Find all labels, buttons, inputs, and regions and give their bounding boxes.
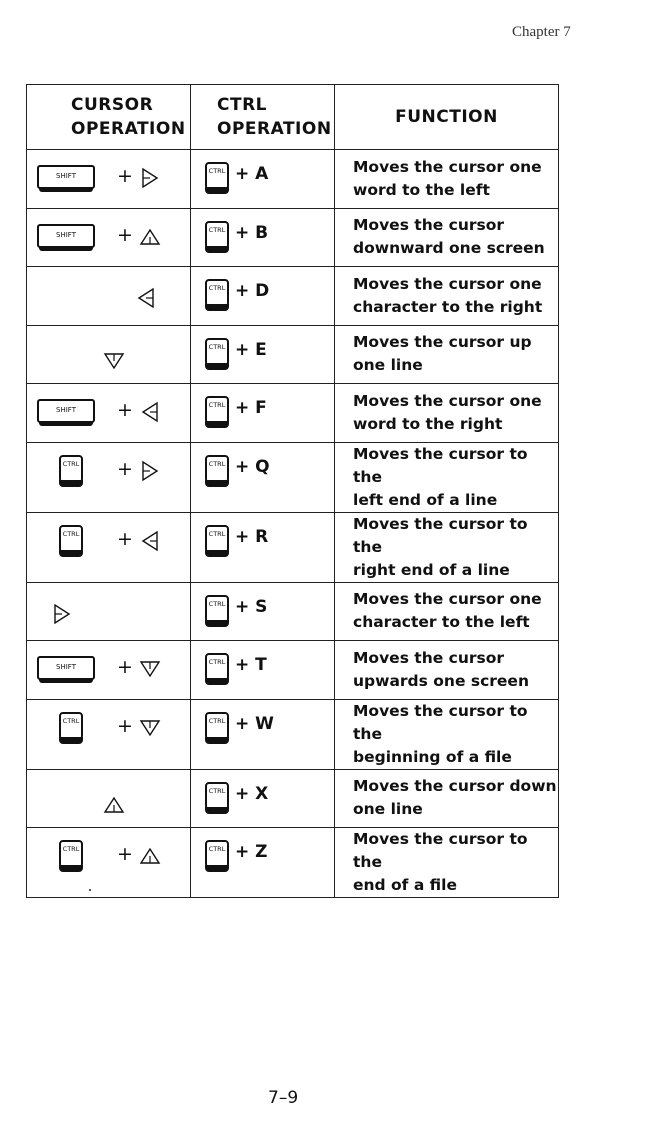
table-row: [27, 582, 559, 641]
plus-sign: +: [117, 399, 133, 421]
ctrl-key-label: CTRL: [208, 284, 226, 292]
cursor-operation-cell: [27, 582, 191, 641]
ctrl-operation-cell: [191, 325, 335, 384]
plus-sign: +: [117, 223, 133, 246]
function-text-line: end of a file: [353, 876, 457, 894]
ctrl-combo-text: + R: [235, 526, 269, 547]
header-ctrl-operation: [191, 85, 335, 150]
ctrl-operation-cell: [191, 582, 335, 641]
function-text-line: Moves the cursor up: [353, 333, 532, 352]
table-header-row: [27, 85, 559, 150]
ctrl-combo-text: + Q: [235, 456, 270, 477]
ctrl-combo-text: + S: [235, 596, 268, 617]
ctrl-key-label: CTRL: [208, 459, 226, 468]
function-text-line: word to the right: [353, 414, 503, 433]
ctrl-key-icon: [205, 840, 229, 868]
function-cell: [335, 699, 559, 769]
function-text-line: Moves the cursor one: [353, 391, 542, 410]
shift-key-label: SHIFT: [56, 663, 76, 671]
shift-key-icon: [37, 399, 95, 423]
header-ctrl-line-2: OPERATION: [217, 119, 332, 139]
cursor-operation-cell: [27, 384, 191, 443]
function-text-line: Moves the cursor to the: [353, 701, 528, 743]
function-text-line: beginning of a file: [353, 747, 512, 766]
table-row: [27, 267, 559, 326]
table-row: [27, 512, 559, 582]
header-cursor-operation: [27, 85, 191, 150]
cursor-operation-cell: [27, 699, 191, 769]
arrow-up-key-icon: [139, 845, 161, 867]
cursor-operation-cell: [27, 325, 191, 384]
ctrl-combo-text: + W: [235, 713, 274, 734]
ctrl-key-label: CTRL: [62, 529, 80, 538]
ctrl-key-icon: [205, 653, 229, 681]
function-cell: [335, 150, 559, 209]
ctrl-key-icon: [205, 221, 229, 249]
ctrl-combo-text: + A: [235, 164, 269, 184]
function-cell: [335, 384, 559, 443]
ctrl-key-label: CTRL: [62, 459, 80, 468]
function-text-line: right end of a line: [353, 560, 510, 579]
arrow-right-key-icon: [51, 603, 73, 625]
ctrl-key-icon: [59, 712, 83, 740]
ctrl-operation-cell: [191, 384, 335, 443]
function-text-line: left end of a line: [353, 490, 498, 509]
function-text-line: Moves the cursor to the: [353, 514, 528, 556]
arrow-down-key-icon: [139, 658, 161, 680]
function-text-line: Moves the cursor: [353, 216, 505, 235]
ctrl-combo-text: + E: [235, 339, 267, 360]
function-text-line: word to the left: [353, 180, 490, 199]
function-text-line: Moves the cursor to the: [353, 444, 528, 486]
ctrl-key-label: CTRL: [208, 342, 226, 351]
function-cell: [335, 267, 559, 326]
arrow-left-key-icon: [139, 530, 161, 552]
ctrl-key-icon: [205, 338, 229, 366]
ctrl-key-label: CTRL: [208, 401, 226, 409]
ctrl-operation-cell: [191, 512, 335, 582]
cursor-operation-cell: [27, 512, 191, 582]
ctrl-key-label: CTRL: [208, 786, 226, 795]
function-cell: [335, 442, 559, 512]
arrow-right-key-icon: [139, 167, 161, 189]
plus-sign: +: [117, 714, 133, 737]
ctrl-key-icon: [59, 525, 83, 553]
function-cell: [335, 828, 559, 898]
table-row: [27, 828, 559, 898]
ctrl-key-label: CTRL: [208, 716, 226, 725]
function-cell: [335, 208, 559, 267]
table-row: [27, 208, 559, 267]
function-text-line: upwards one screen: [353, 671, 529, 690]
header-function: FUNCTION: [335, 85, 559, 150]
table-row: [27, 384, 559, 443]
arrow-left-key-icon: [135, 287, 157, 309]
function-text-line: Moves the cursor: [353, 648, 505, 667]
plus-sign: +: [117, 457, 133, 480]
shift-key-label: SHIFT: [56, 230, 76, 239]
shift-key-label: SHIFT: [56, 406, 76, 414]
ctrl-combo-text: + X: [235, 783, 269, 804]
ctrl-key-icon: [205, 396, 229, 424]
ctrl-key-label: CTRL: [208, 658, 226, 666]
cursor-operation-cell: [27, 150, 191, 209]
ctrl-key-icon: [205, 782, 229, 810]
cursor-operation-cell: [27, 828, 191, 898]
ctrl-key-icon: [205, 455, 229, 483]
ctrl-key-icon: [59, 840, 83, 868]
ctrl-key-icon: [205, 525, 229, 553]
arrow-up-key-icon: [103, 794, 125, 816]
function-cell: [335, 325, 559, 384]
cursor-operation-cell: [27, 442, 191, 512]
ctrl-operation-cell: [191, 442, 335, 512]
arrow-down-key-icon: [103, 350, 125, 372]
function-text-line: Moves the cursor to the: [353, 830, 528, 871]
chapter-heading: Chapter 7: [512, 24, 571, 40]
function-text-line: Moves the cursor down: [353, 777, 557, 796]
ctrl-operation-cell: [191, 828, 335, 898]
plus-sign: +: [117, 527, 133, 550]
ctrl-operation-cell: [191, 208, 335, 267]
cursor-operation-cell: [27, 769, 191, 828]
ctrl-operation-cell: [191, 267, 335, 326]
table-row: [27, 442, 559, 512]
ctrl-key-icon: [205, 279, 229, 307]
ctrl-key-label: CTRL: [62, 845, 80, 853]
function-text-line: one line: [353, 356, 423, 375]
shift-key-label: SHIFT: [56, 172, 76, 180]
ctrl-key-icon: [59, 455, 83, 483]
ctrl-key-label: CTRL: [208, 167, 226, 175]
ctrl-operation-cell: [191, 150, 335, 209]
function-text-line: Moves the cursor one: [353, 157, 542, 176]
page-number: 7–9: [268, 1088, 299, 1108]
ctrl-key-label: CTRL: [208, 845, 226, 853]
function-text-line: Moves the cursor one: [353, 590, 542, 609]
table-row: [27, 769, 559, 828]
stray-mark: [89, 889, 91, 891]
ctrl-combo-text: + F: [235, 398, 267, 418]
function-cell: [335, 641, 559, 700]
table-row: [27, 150, 559, 209]
ctrl-combo-text: + B: [235, 222, 269, 243]
header-cursor-line-2: OPERATION: [71, 119, 186, 139]
ctrl-key-icon: [205, 162, 229, 190]
function-text-line: character to the right: [353, 297, 543, 316]
arrow-left-key-icon: [139, 401, 161, 423]
shift-key-icon: [37, 224, 95, 248]
plus-sign: +: [117, 843, 133, 865]
table-row: [27, 699, 559, 769]
cursor-operation-cell: [27, 208, 191, 267]
ctrl-operation-cell: [191, 641, 335, 700]
arrow-down-key-icon: [139, 717, 161, 739]
ctrl-key-label: CTRL: [208, 529, 226, 538]
ctrl-key-label: CTRL: [208, 599, 226, 608]
arrow-up-key-icon: [139, 226, 161, 248]
function-text-line: downward one screen: [353, 239, 545, 258]
header-cursor-line-1: CURSOR: [71, 95, 154, 115]
ctrl-combo-text: + T: [235, 655, 267, 675]
arrow-right-key-icon: [139, 460, 161, 482]
cursor-operation-cell: [27, 641, 191, 700]
cursor-control-table: [26, 84, 559, 898]
function-cell: [335, 512, 559, 582]
cursor-operation-cell: [27, 267, 191, 326]
plus-sign: +: [117, 656, 133, 678]
ctrl-combo-text: + D: [235, 281, 270, 301]
ctrl-key-label: CTRL: [208, 225, 226, 234]
shift-key-icon: [37, 165, 95, 189]
plus-sign: +: [117, 165, 133, 187]
header-ctrl-line-1: CTRL: [217, 95, 267, 115]
function-text-line: character to the left: [353, 613, 530, 632]
ctrl-operation-cell: [191, 769, 335, 828]
ctrl-key-icon: [205, 712, 229, 740]
function-cell: [335, 769, 559, 828]
ctrl-key-icon: [205, 595, 229, 623]
table-row: [27, 325, 559, 384]
shift-key-icon: [37, 656, 95, 680]
ctrl-combo-text: + Z: [235, 842, 268, 862]
table-row: [27, 641, 559, 700]
function-text-line: one line: [353, 800, 423, 819]
function-cell: [335, 582, 559, 641]
ctrl-key-label: CTRL: [62, 716, 80, 725]
function-text-line: Moves the cursor one: [353, 274, 542, 293]
ctrl-operation-cell: [191, 699, 335, 769]
